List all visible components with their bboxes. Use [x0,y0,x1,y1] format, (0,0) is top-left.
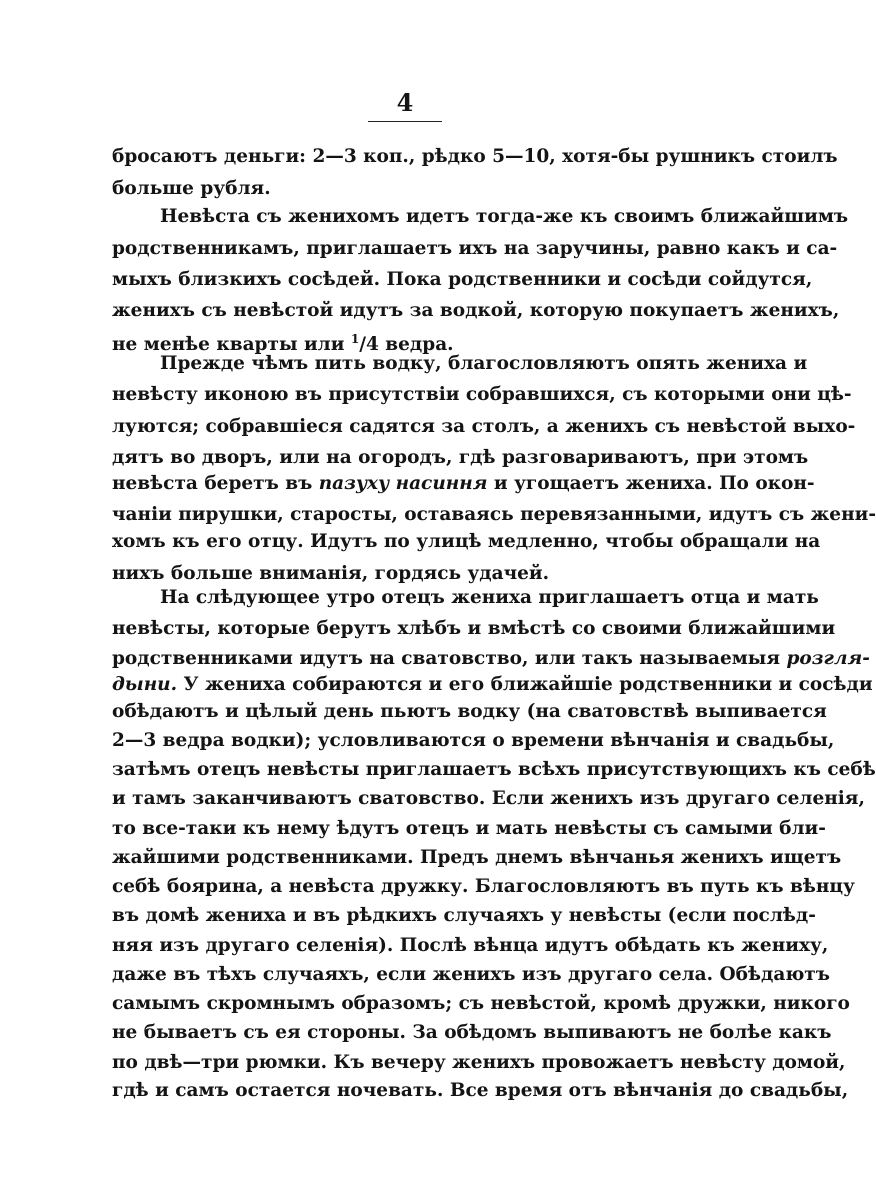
text-segment: На слѣдующее утро отецъ жениха приглашаетъ отца и мать [160,587,819,608]
text-line [160,581,819,615]
text-segment: не бываетъ съ ея стороны. За обѣдомъ выпиваютъ не болѣе какъ [112,1022,832,1043]
text-line [112,232,838,266]
text-line [112,612,836,646]
text-segment: не менѣе кварты или [112,334,351,355]
text-segment: самымъ скромнымъ образомъ; съ невѣстой, кромѣ дружки, никого [112,993,850,1014]
text-segment: дятъ во дворъ, или на огородъ, гдѣ разговариваютъ, при этомъ [112,447,809,468]
text-segment: обѣдаютъ и цѣлый день пьютъ водку (на сватовствѣ выпивается [112,701,827,722]
fraction-numerator: 1 [350,332,360,346]
text-segment: въ домѣ жениха и въ рѣдкихъ случаяхъ у невѣсты (если послѣд- [112,905,816,926]
text-line [112,525,821,559]
text-segment: и тамъ заканчиваютъ сватовство. Если женихъ изъ другаго селенія, [112,788,865,809]
text-segment: /4 ведра. [359,334,454,355]
text-line [112,378,852,412]
text-line [112,140,838,174]
text-segment: то все-таки къ нему ѣдутъ отецъ и мать невѣсты съ самыми бли- [112,818,826,839]
italic-text: дыни. [112,674,178,695]
text-segment: жайшими родственниками. Предъ днемъ вѣнчанья женихъ ищетъ [112,847,842,868]
text-line [112,467,815,501]
text-line [160,200,849,234]
text-line [112,1016,832,1050]
text-line [160,347,808,381]
text-segment: женихъ съ невѣстой идутъ за водкой, которую покупаетъ женихъ, [112,300,840,321]
text-segment: родственниками идутъ на сватовство, или такъ называемыя [112,648,787,669]
text-segment: гдѣ и самъ остается ночевать. Все время отъ вѣнчанія до свадьбы, [112,1080,849,1101]
italic-text: розгля- [786,648,870,669]
text-segment: даже въ тѣхъ случаяхъ, если женихъ изъ другаго села. Обѣдаютъ [112,964,830,985]
text-segment: луются; собравшіеся садятся за столъ, а женихъ съ невѣстой выхо- [112,416,856,437]
text-segment: невѣсты, которые берутъ хлѣбъ и вмѣстѣ со своими ближайшими [112,618,836,639]
text-segment: нихъ больше вниманія, гордясь удачей. [112,563,550,584]
text-segment: Прежде чѣмъ пить водку, благословляютъ опять жениха и [160,353,808,374]
text-segment: Невѣста съ женихомъ идетъ тогда-же къ своимъ ближайшимъ [160,206,849,227]
text-line [112,782,865,816]
text-segment: невѣста беретъ въ [112,473,319,494]
text-line [112,263,813,297]
text-segment: бросаютъ деньги: 2—3 коп., рѣдко 5—10, хотя-бы рушникъ стоилъ [112,146,838,167]
text-segment: чаніи пирушки, старосты, оставаясь перевязанными, идутъ съ жени- [112,504,876,525]
text-segment: хомъ къ его отцу. Идутъ по улицѣ медленно, чтобы обращали на [112,531,821,552]
text-segment: затѣмъ отецъ невѣсты приглашаетъ всѣхъ присутствующихъ къ себѣ [112,759,876,780]
page-number-rule [368,121,442,122]
text-segment: У жениха собираются и его ближайшіе родственники и сосѣди [177,674,873,695]
page-number: 4 [396,88,414,117]
text-line [112,1074,849,1108]
text-line [112,410,856,444]
text-segment: невѣсту иконою въ присутствіи собравшихся, съ которыми они цѣ- [112,384,852,405]
text-segment: по двѣ—три рюмки. Къ вечеру женихъ провожаетъ невѣсту домой, [112,1052,846,1073]
text-segment: няя изъ другаго селенія). Послѣ вѣнца идутъ обѣдать къ жениху, [112,935,829,956]
italic-text: пазуху насиння [318,473,488,494]
text-segment: больше рубля. [112,178,271,199]
text-segment: 2—3 ведра водки); условливаются о времени вѣнчанія и свадьбы, [112,730,835,751]
text-line [112,899,816,933]
text-segment: мыхъ близкихъ сосѣдей. Пока родственники и сосѣди сойдутся, [112,269,813,290]
text-segment: и угощаетъ жениха. По окон- [487,473,815,494]
text-segment: себѣ боярина, а невѣста дружку. Благословляютъ въ путь къ вѣнцу [112,876,855,897]
text-segment: родственникамъ, приглашаетъ ихъ на заручины, равно какъ и са- [112,238,838,259]
